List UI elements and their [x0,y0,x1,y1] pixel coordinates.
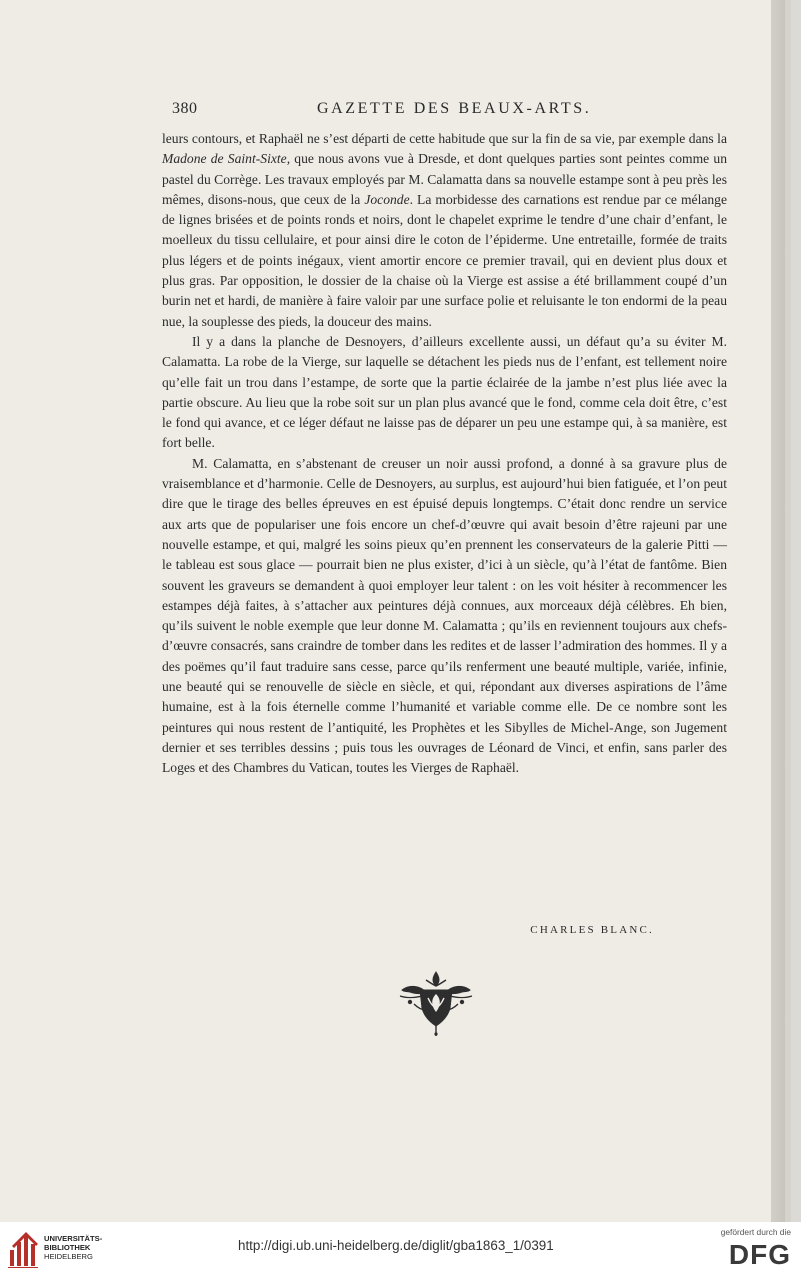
digitization-footer [0,1222,801,1278]
library-name [44,1234,102,1261]
running-head [172,100,728,122]
paragraph [162,332,727,454]
text-run: M. Calamatta, en s’abstenant de creuser un noir aussi profond, a donné à sa gravure plus de vraisemblance et d’harmonie. Celle de Desnoyers, au surplus, est aujourd’hui bien fatiguée, et l’on peut dire que le tirage des belles épreuves en est épuisé depuis longtemps. C’était donc rendre un service aux arts que de populariser une fois encore un chef-d’œuvre qui avait besoin d’être rajeuni par une nouvelle estampe, et qui, malgré les soins pieux qu’en prennent les conservateurs de la galerie Pitti — le tableau est sous glace — pourrait bien ne plus exister, d’ici à un siècle, qu’à l’état de fantôme. Bien souvent les graveurs se demandent à quoi employer leur talent : on les voit hésiter à recommencer les estampes déjà faites, à s’attacher aux peintures déjà connues, aux morceaux déjà célèbres. Eh bien, qu’ils suivent le noble exemple que leur donne M. Calamatta ; qu’ils en reviennent toujours aux chefs-d’œuvre consacrés, sans craindre de tomber dans les redites et de lasser l’admiration des hommes. Il y a des poëmes qu’il faut traduire sans cesse, parce qu’ils renferment une beauté multiple, variée, infinie, une beauté qui se renouvelle de siècle en siècle, et qui, répondant aux diverses aspirations de l’âme humaine, est à la fois éternelle comme l’humanité et variable comme elle. De ce nombre sont les peintures qui nous restent de l’antiquité, les Prophètes et les Sibylles de Michel-Ange, son Jugement dernier et ses terribles dessins ; puis tous les ouvrages de Léonard de Vinci, et enfin, sans parler des Loges et des Chambres du Vatican, toutes les Vierges de Raphaël. [162,455,727,776]
italic-title: Joconde [364,191,410,207]
library-name-line: HEIDELBERG [44,1252,93,1261]
journal-title: GAZETTE DES BEAUX-ARTS. [317,100,592,117]
author-signature: CHARLES BLANC. [530,924,654,936]
paragraph [162,454,727,779]
library-name-line: BIBLIOTHEK [44,1243,91,1252]
italic-title: Madone de Saint-Sixte, [162,151,291,167]
library-name-line: UNIVERSITÄTS- [44,1234,103,1243]
text-run: leurs contours, et Raphaël ne s’est départi de cette habitude que sur la fin de sa vie, par exemple dans la [162,131,727,146]
paragraph [162,129,727,332]
text-run: que nous avons vue à Dresde, et dont quelques parties sont peintes comme un pastel du Corrège. Les travaux employés par M. Calamatta dans sa nouvelle estampe sont à peu près les mêmes, disons-nous, que ceux de la [162,151,727,207]
text-run: . La morbidesse des carnations est rendue par ce mélange de lignes brisées et de points ronds et noirs, dont le chapelet exprime le tendre d’une chair d’enfant, le moelleux du tissu cellulaire, et pour ainsi dire le coton de l’épiderme. Une entretaille, formée de traits plus légers et de points inégaux, vient amortir encore ce premier travail, qui en devient plus doux et plus gras. Par opposition, le dossier de la chaise où la Vierge est assise a été brillamment coupé d’un burin net et hardi, de manière à faire valoir par une surface polie et reluisante le ton endormi de la peau nue, la souplesse des pieds, la douceur des mains. [162,191,728,329]
university-library-logo-icon [8,1230,40,1268]
fleuron-ornament-icon [396,968,476,1038]
article-body [162,129,727,779]
page-edge-shadow [771,0,785,1222]
sponsor-label: gefördert durch die [720,1227,791,1237]
page-number: 380 [172,100,198,117]
permalink-url[interactable]: http://digi.ub.uni-heidelberg.de/diglit/gba1863_1/0391 [238,1238,554,1253]
text-run: Il y a dans la planche de Desnoyers, d’ailleurs excellente aussi, un défaut qu’a su éviter M. Calamatta. La robe de la Vierge, sur laquelle se détachent les pieds nus de l’enfant, est tellement noire qu’elle fait un trou dans l’estampe, de sorte que la partie éclairée de la jambe n’est plus liée avec la partie obscure. Au lieu que la robe soit sur un plan plus avancé que le fond, comme cela doit être, c’est le fond qui avance, et ce léger défaut ne laisse pas de déparer un peu une estampe qui, à sa manière, est fort belle. [162,333,727,451]
dfg-logo: DFG [728,1239,791,1270]
